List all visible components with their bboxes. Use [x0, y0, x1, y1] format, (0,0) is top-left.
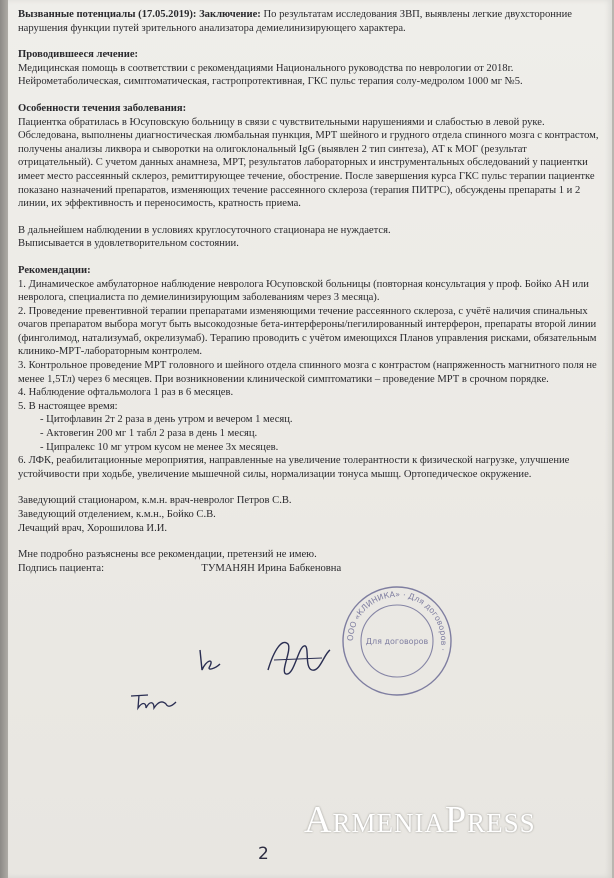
stamp-center-text: Для договоров [365, 637, 429, 646]
doctor-signature-icon [264, 630, 334, 686]
recommendation-item: 1. Динамическое амбулаторное наблюдение невролога Юсуповской больницы (повторная консультация у проф. Бойко АН или невролога, специалиста по демиелинизирующим заболеваниям через 3 месяца). [18, 278, 589, 304]
discharge-line-2: Выписывается в удовлетворительном состоянии. [18, 238, 239, 250]
treatment-line-1: Медицинская помощь в соответствии с рекомендациями Национального руководства по неврологии от 2018г. [18, 62, 514, 74]
document-body [18, 8, 602, 575]
recommendation-item: 3. Контрольное проведение МРТ головного и шейного отдела спинного мозга с контрастом (напряженность магнитного поля не менее 1,5Тл) через 6 месяцев. При возникновении клинической симптоматики – проведение МРТ в срочном порядке. [18, 360, 597, 385]
medication-item: - Актовегин 200 мг 1 табл 2 раза в день 1 месяц. [40, 428, 258, 440]
patient-signature-icon [128, 690, 180, 714]
explained-statement: Мне подробно разъяснены все рекомендации, претензий не имею. [18, 549, 317, 561]
signature-head-department: Заведующий отделением, к.м.н., Бойко С.В. [18, 509, 216, 520]
evoked-label: Вызванные потенциалы (17.05.2019): [18, 9, 197, 20]
evoked-text: По результатам исследования ЗВП, выявлены легкие двухсторонние нарушения функции путей зрительного анализатора демиелинизирующего характера. [18, 9, 572, 34]
recommendations-heading: Рекомендации: [18, 264, 91, 276]
course-text: Пациентка обратилась в Юсуповскую больницу в связи с чувствительными нарушениями и слабостью в левой руке. Обследована, выполнены диагностическая люмбальная пункция, МРТ шейного и грудного отдела спинного мозга с контрастом, получены анализы ликвора и сыворотки на олигоклональный IgG (выявлен 2 тип синтеза), АТ к МОГ (результат отрицательный). С учетом данных анамнеза, МРТ, результатов лабораторных и инструментальных обследований у пациентки имеет место рассеянный склероз, ремиттирующее течение, обострение. После завершения курса ГКС пульс терапии пациентке показано назначений препаратов, изменяющих течение рассеянного склероза (терапия ПИТРС), обсуждены препараты 1 и 2 линии, их эффективность и переносимость, кратность приема. [18, 116, 599, 210]
discharge-line-1: В дальнейшем наблюдении в условиях круглосуточного стационара не нуждается. [18, 224, 391, 236]
watermark-logo: ArmeniaPress [304, 799, 536, 841]
recommendation-item: 6. ЛФК, реабилитационные мероприятия, направленные на увеличение толерантности к физической нагрузке, улучшение устойчивости при ходьбе, увеличение мышечной силы, нормализации тонуса мышц. Ортопедическое окружение. [18, 455, 570, 480]
patient-signature-label: Подпись пациента: [18, 562, 105, 574]
recommendation-item: 2. Проведение превентивной терапии препаратами изменяющими течение рассеянного склероза, с учётё наличия спинальных очагов препаратом выбора могут быть высокодозные бета-интерфероны/пегилированный интерферон, препараты второй линии (финголимод, натализумаб, окрелизумаб). Терапию проводить с учётом имеющихся Планов управления рисками, обязательным клинико-МРТ-лабораторным контролем. [18, 305, 597, 358]
signature-head-hospital: Заведующий стационаром, к.м.н. врач-невролог Петров С.В. [18, 495, 292, 507]
course-heading: Особенности течения заболевания: [18, 102, 187, 114]
page-number: 2 [258, 844, 269, 864]
medication-item: - Ципралекс 10 мг утром кусом не менее 3х месяцев. [40, 441, 279, 453]
attending-signature-icon [194, 646, 224, 676]
medication-item: - Цитофлавин 2т 2 раза в день утром и вечером 1 месяц. [40, 414, 293, 426]
recommendation-item: 4. Наблюдение офтальмолога 1 раз в 6 месяцев. [18, 387, 234, 399]
document-sheet [8, 0, 612, 878]
stamp-ring-text: ООО «КЛИНИКА» · Для договоров · [345, 589, 449, 652]
evoked-conclusion-label: Заключение: [199, 9, 261, 20]
treatment-line-2: Нейрометаболическая, симптоматическая, гастропротективная, ГКС пульс терапия солу-медролом 1000 мг №5. [18, 76, 523, 88]
clinic-stamp-icon [338, 582, 456, 700]
recommendation-item: 5. В настоящее время: [18, 400, 118, 412]
patient-signature-line [18, 562, 602, 576]
treatment-heading: Проводившееся лечение: [18, 49, 139, 61]
signature-attending: Лечащий врач, Хорошилова И.И. [18, 522, 168, 534]
evoked-potentials-paragraph [18, 8, 602, 35]
patient-name: ТУМАНЯН Ирина Бабкеновна [201, 562, 342, 574]
